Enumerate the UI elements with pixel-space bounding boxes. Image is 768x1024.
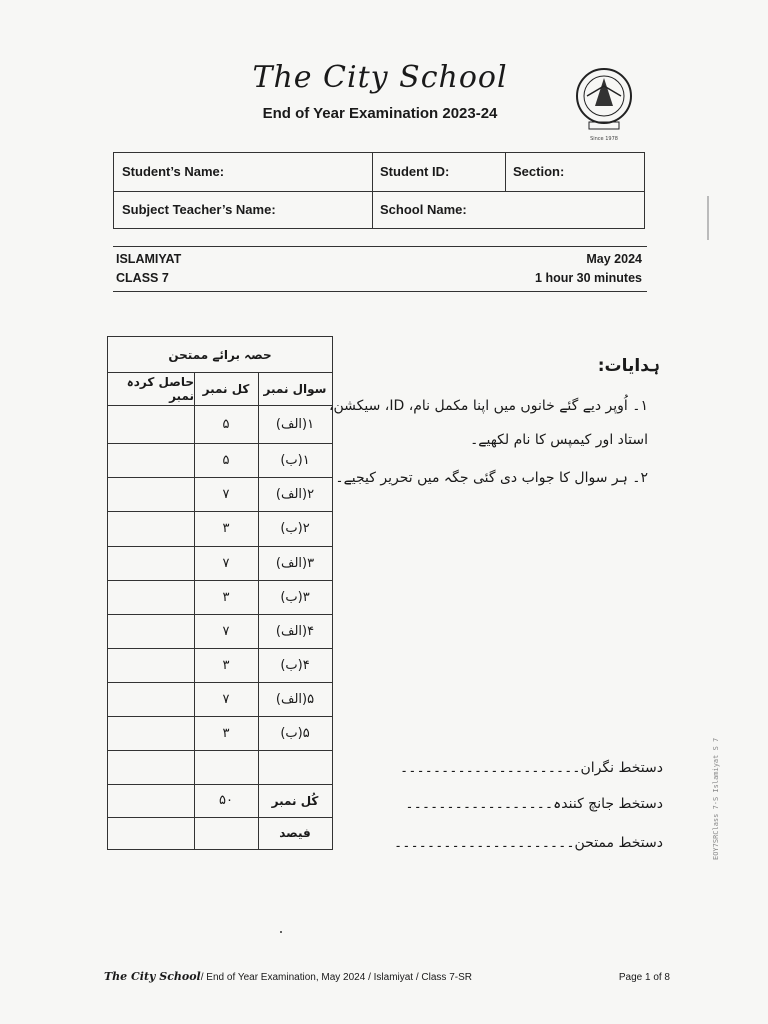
instructions-title: ہدایات:	[597, 356, 660, 376]
footer-text: / End of Year Examination, May 2024 / Islamiyat / Class 7-SR	[200, 972, 472, 983]
school-crest-logo	[573, 66, 635, 146]
table-cell: ۴(الف)	[275, 623, 315, 639]
examiner-table-title: حصہ برائے ممتحن	[168, 347, 272, 362]
table-cell: ۷	[222, 691, 230, 707]
table-header-cell: حاصل کردہ نمبر	[126, 375, 194, 403]
exam-date: May 2024	[586, 252, 642, 266]
instruction-2: ۲۔ ہر سوال کا جواب دی گئی جگہ میں تحریر کیجیے۔	[335, 470, 648, 486]
table-cell: ۱(الف)	[275, 416, 315, 432]
class-label: CLASS 7	[116, 271, 169, 285]
table-cell: ۴(ب)	[280, 657, 310, 673]
table-cell: ۳	[222, 725, 230, 741]
subject-teacher-field[interactable]: Subject Teacher’s Name:	[122, 202, 276, 217]
student-name-field[interactable]: Student’s Name:	[122, 164, 225, 179]
checker-signature[interactable]: دستخط جانچ کنندہ۔۔۔۔۔۔۔۔۔۔۔۔۔۔۔۔۔۔	[405, 796, 663, 812]
page-number: Page 1 of 8	[618, 972, 670, 983]
instruction-1-cont: استاد اور کیمپس کا نام لکھیے۔	[470, 432, 648, 448]
student-info-table	[113, 152, 645, 229]
table-cell: ۳	[222, 657, 230, 673]
marks-obtained-cell[interactable]	[108, 817, 194, 849]
marks-obtained-cell[interactable]	[108, 648, 194, 682]
marks-obtained-cell[interactable]	[108, 784, 194, 817]
marks-obtained-cell[interactable]	[108, 511, 194, 546]
marks-obtained-cell[interactable]	[108, 750, 194, 784]
school-name-field[interactable]: School Name:	[380, 202, 467, 217]
marks-obtained-cell[interactable]	[108, 614, 194, 648]
table-cell	[194, 750, 258, 784]
table-cell: ۵۰	[219, 793, 233, 808]
table-cell: ۷	[222, 555, 230, 571]
marks-obtained-cell[interactable]	[108, 682, 194, 716]
student-id-field[interactable]: Student ID:	[380, 164, 450, 179]
table-cell: ۳(ب)	[280, 589, 310, 605]
section-field[interactable]: Section:	[513, 164, 565, 179]
table-cell: ۵(الف)	[275, 691, 315, 707]
divider-top	[113, 246, 647, 247]
table-cell: ۳	[222, 521, 230, 536]
marks-obtained-cell[interactable]	[108, 546, 194, 580]
side-stamp: EOY7SRClass 7-S Islamiyat S 7	[712, 737, 720, 860]
table-cell: ۵(ب)	[280, 725, 310, 741]
crest-caption: Since 1978	[590, 136, 618, 142]
marks-obtained-cell[interactable]	[108, 716, 194, 750]
table-cell: ۵	[222, 416, 230, 432]
footer-left	[104, 970, 472, 983]
table-cell: ۲(الف)	[275, 486, 315, 502]
table-cell: فیصد	[279, 826, 311, 840]
marks-obtained-cell[interactable]	[108, 477, 194, 511]
exam-duration: 1 hour 30 minutes	[535, 271, 642, 285]
table-cell	[194, 817, 258, 849]
table-cell: ۵	[222, 452, 230, 468]
marks-obtained-cell[interactable]	[108, 405, 194, 443]
table-cell: ۷	[222, 623, 230, 639]
examiner-marks-table	[107, 336, 333, 850]
stray-dot	[280, 931, 282, 933]
invigilator-signature[interactable]: دستخط نگران۔۔۔۔۔۔۔۔۔۔۔۔۔۔۔۔۔۔۔۔۔۔	[400, 760, 663, 776]
examiner-signature[interactable]: دستخط ممتحن۔۔۔۔۔۔۔۔۔۔۔۔۔۔۔۔۔۔۔۔۔۔	[394, 835, 663, 851]
instruction-1: ۱۔ اُوپر دیے گئے خانوں میں اپنا مکمل نام، ID، سیکشن،	[329, 398, 648, 414]
table-cell: ۱(ب)	[280, 452, 310, 468]
table-cell	[258, 750, 332, 784]
table-cell: کُل نمبر	[271, 793, 319, 808]
table-header-cell: سوال نمبر	[263, 382, 327, 396]
footer-brand: The City School	[104, 970, 201, 983]
marks-obtained-cell[interactable]	[108, 443, 194, 477]
school-title: The City School	[252, 60, 508, 95]
marks-obtained-cell[interactable]	[108, 580, 194, 614]
table-header-cell: کل نمبر	[202, 382, 250, 396]
divider-bottom	[113, 291, 647, 292]
table-cell: ۷	[222, 486, 230, 502]
table-cell: ۳(الف)	[275, 555, 315, 571]
subject-label: ISLAMIYAT	[116, 252, 182, 266]
exam-title: End of Year Examination 2023-24	[262, 105, 498, 122]
scan-mark	[707, 196, 709, 240]
table-cell: ۳	[222, 589, 230, 605]
table-cell: ۲(ب)	[280, 521, 310, 536]
